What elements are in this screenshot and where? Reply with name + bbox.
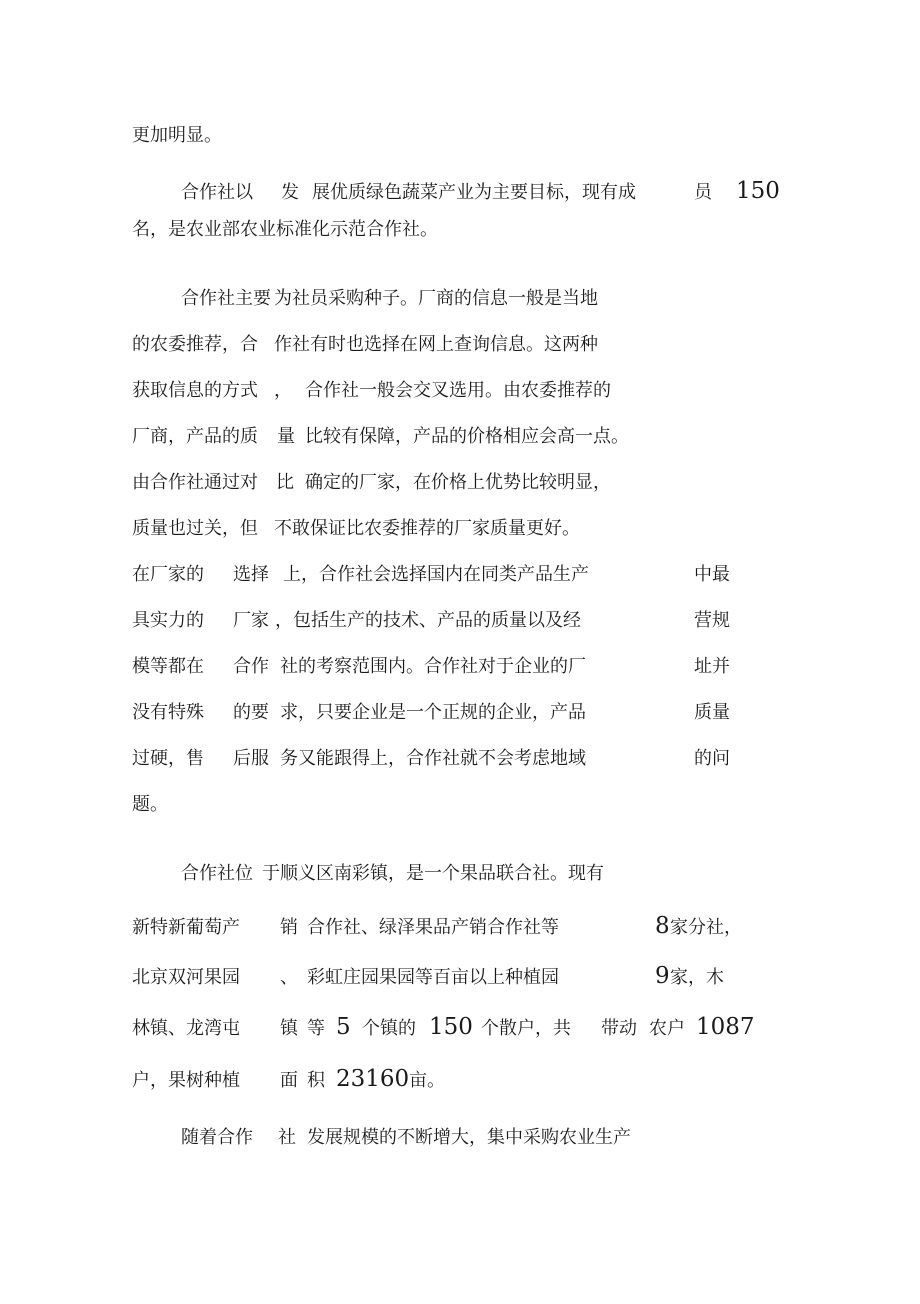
text-line: 的要 bbox=[233, 702, 269, 723]
text-line: 个镇的 bbox=[362, 1018, 416, 1039]
text-line: 求，只要企业是一个正规的企业，产品 bbox=[280, 702, 586, 723]
text-line: 过硬，售 bbox=[132, 748, 204, 769]
text-line: 员 bbox=[694, 182, 712, 203]
text-line: 于 bbox=[262, 863, 280, 884]
text-line: 量 bbox=[277, 426, 295, 447]
text-line: 合作社一般会交叉选用。由农委推荐的 bbox=[305, 380, 611, 401]
text-line: 合作 bbox=[233, 656, 269, 677]
text-line: 合作社、绿泽果品产销合作社等 bbox=[307, 917, 559, 938]
text-line: 积 bbox=[307, 1070, 325, 1091]
text-line: 后服 bbox=[233, 748, 269, 769]
text-line: 带动 bbox=[601, 1018, 637, 1039]
text-line: 社的考察范围内。合作社对于企业的厂 bbox=[280, 656, 586, 677]
text-line: 农户 bbox=[649, 1018, 685, 1039]
number: 9 bbox=[655, 963, 670, 989]
text-line: 合作社位 bbox=[181, 863, 253, 884]
text-line: 个散户，共 bbox=[481, 1018, 571, 1039]
text-line: 比 bbox=[276, 472, 294, 493]
text-line: 的问 bbox=[694, 748, 730, 769]
text-line: 顺义区南彩镇，是一个果品联合社。现有 bbox=[280, 863, 604, 884]
text-line: 获取信息的方式 bbox=[132, 380, 258, 401]
text-line: 厂家 bbox=[233, 610, 269, 631]
text-line: 合作社主要 bbox=[181, 288, 271, 309]
text-line: 面 bbox=[280, 1070, 298, 1091]
text-line: 户，果树种植 bbox=[132, 1070, 240, 1091]
number: 1087 bbox=[696, 1014, 755, 1040]
number: 23160 bbox=[336, 1066, 410, 1092]
text-line: 更加明显。 bbox=[132, 125, 222, 146]
text-line: 具实力的 bbox=[132, 610, 204, 631]
text-line: 合作社以 bbox=[181, 182, 253, 203]
number: 150 bbox=[429, 1014, 473, 1040]
number: 8 bbox=[655, 913, 670, 939]
text-line: 题。 bbox=[132, 794, 168, 815]
text-line: 等 bbox=[307, 1018, 325, 1039]
text-line: 、 bbox=[280, 967, 298, 988]
text-line: 家分社， bbox=[670, 917, 742, 938]
text-line: 发 bbox=[281, 182, 299, 203]
text-line: 亩。 bbox=[409, 1070, 445, 1091]
text-line: 中最 bbox=[694, 564, 730, 585]
text-line: 新特新葡萄产 bbox=[132, 917, 240, 938]
text-line: 务又能跟得上，合作社就不会考虑地域 bbox=[280, 748, 586, 769]
number: 150 bbox=[736, 178, 780, 204]
text-line: 的农委推荐，合 bbox=[132, 334, 258, 355]
text-line: 展优质绿色蔬菜产业为主要目标，现有成 bbox=[312, 182, 636, 203]
text-line: 质量也过关，但 bbox=[132, 518, 258, 539]
text-line: 没有特殊 bbox=[132, 702, 204, 723]
text-line: 为社员采购种子。厂商的信息一般是当地 bbox=[274, 288, 598, 309]
text-line: 选择 bbox=[233, 564, 269, 585]
text-line: 在厂家的 bbox=[132, 564, 204, 585]
text-line: 作社有时也选择在网上查询信息。这两种 bbox=[274, 334, 598, 355]
text-line: ， bbox=[274, 380, 292, 401]
text-line: 林镇、龙湾屯 bbox=[132, 1018, 240, 1039]
text-line: 不敢保证比农委推荐的厂家质量更好。 bbox=[274, 518, 580, 539]
text-line: ，包括生产的技术、产品的质量以及经 bbox=[275, 610, 581, 631]
text-line: 发展规模的不断增大，集中采购农业生产 bbox=[307, 1127, 631, 1148]
text-line: 质量 bbox=[694, 702, 730, 723]
number: 5 bbox=[336, 1014, 351, 1040]
text-line: 确定的厂家，在价格上优势比较明显， bbox=[305, 472, 611, 493]
text-line: 模等都在 bbox=[132, 656, 204, 677]
text-line: 由合作社通过对 bbox=[132, 472, 258, 493]
text-line: 镇 bbox=[280, 1018, 298, 1039]
text-line: 上，合作社会选择国内在同类产品生产 bbox=[283, 564, 589, 585]
text-line: 名，是农业部农业标准化示范合作社。 bbox=[132, 219, 438, 240]
text-line: 销 bbox=[280, 917, 298, 938]
text-line: 家，木 bbox=[670, 967, 724, 988]
text-line: 随着合作 bbox=[181, 1127, 253, 1148]
text-line: 比较有保障，产品的价格相应会高一点。 bbox=[305, 426, 629, 447]
text-line: 厂商，产品的质 bbox=[132, 426, 258, 447]
text-line: 北京双河果园 bbox=[132, 967, 240, 988]
text-line: 址并 bbox=[694, 656, 730, 677]
text-line: 营规 bbox=[694, 610, 730, 631]
text-line: 彩虹庄园果园等百亩以上种植园 bbox=[307, 967, 559, 988]
text-line: 社 bbox=[278, 1127, 296, 1148]
